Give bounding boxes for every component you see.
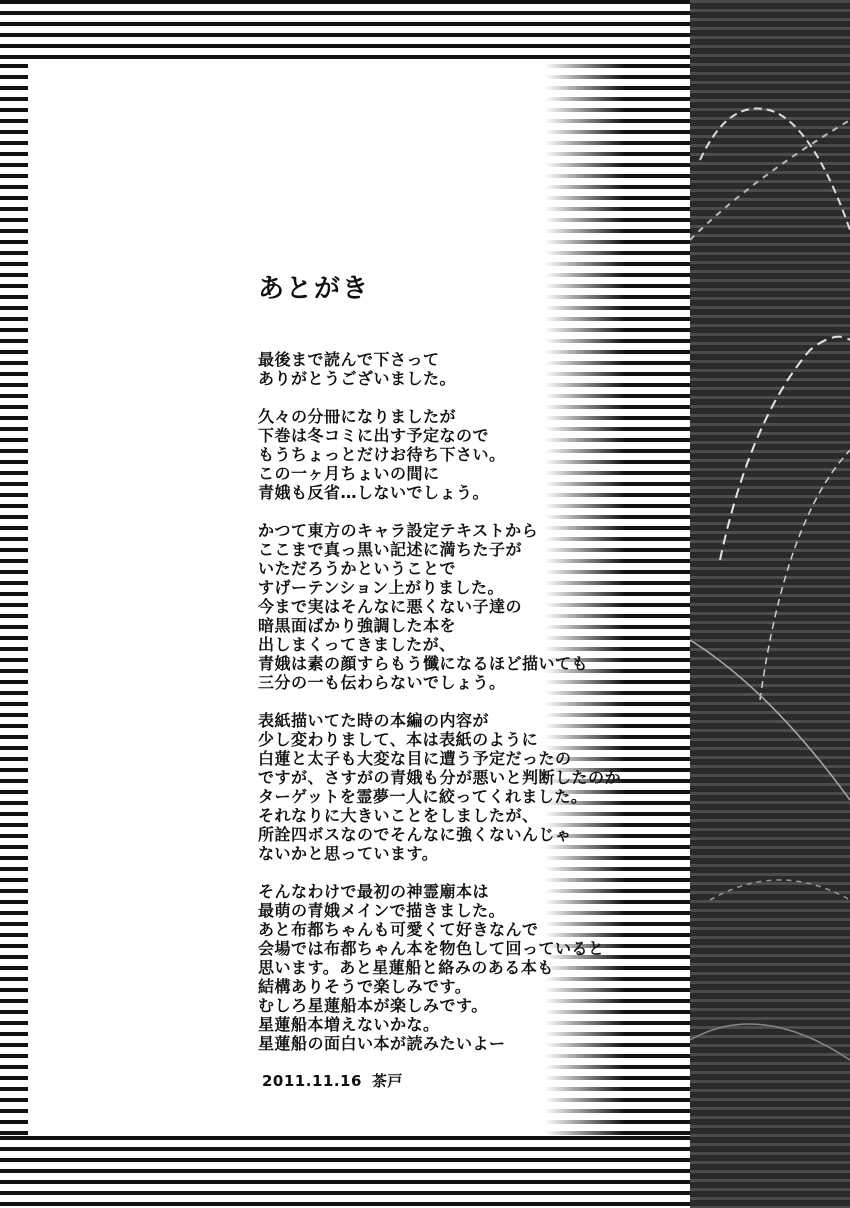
text-line: 会場では布都ちゃん本を物色して回っていると: [258, 939, 605, 958]
text-line: 表紙描いてた時の本編の内容が: [258, 711, 490, 730]
text-line: 暗黒面ばかり強調した本を: [258, 616, 457, 635]
text-line: もうちょっとだけお待ち下さい。: [258, 445, 506, 464]
text-line: あと布都ちゃんも可愛くて好きなんで: [258, 920, 539, 939]
text-line: 結構ありそうで楽しみです。: [258, 977, 472, 996]
signature-line: [262, 1070, 403, 1091]
text-line: ないかと思っています。: [258, 844, 439, 863]
text-line: かつて東方のキャラ設定テキストから: [258, 521, 539, 540]
paragraph-1: [258, 350, 658, 388]
text-line: 星蓮船の面白い本が読みたいよー: [258, 1034, 506, 1053]
text-line: 所詮四ボスなのでそんなに強くないんじゃ: [258, 825, 572, 844]
text-line: ですが、さすがの青娥も分が悪いと判断したのか: [258, 768, 622, 787]
text-line: この一ヶ月ちょいの間に: [258, 464, 440, 483]
text-line: 出しまくってきましたが、: [258, 635, 456, 654]
paragraph-2: [258, 407, 658, 502]
paragraph-4: [258, 711, 658, 863]
halftone-artwork-panel: [690, 0, 850, 1208]
signature-author: 茶戸: [371, 1072, 403, 1090]
text-line: 久々の分冊になりましたが: [258, 407, 457, 426]
text-line: ターゲットを霊夢一人に絞ってくれました。: [258, 787, 588, 806]
text-line: いただろうかということで: [258, 559, 457, 578]
text-line: 星蓮船本増えないかな。: [258, 1015, 440, 1034]
text-line: 思います。あと星蓮船と絡みのある本も: [258, 958, 554, 977]
text-line: それなりに大きいことをしましたが、: [258, 806, 539, 825]
signature-date: 2011.11.16: [262, 1072, 362, 1090]
text-line: ここまで真っ黒い記述に満ちた子が: [258, 540, 523, 559]
text-line: そんなわけで最初の神霊廟本は: [258, 882, 490, 901]
text-line: 今まで実はそんなに悪くない子達の: [258, 597, 523, 616]
paragraph-3: [258, 521, 658, 692]
paragraph-5: [258, 882, 658, 1053]
text-line: 三分の一も伝わらないでしょう。: [258, 673, 506, 692]
text-line: 下巻は冬コミに出す予定なので: [258, 426, 490, 445]
text-line: 最後まで読んで下さって: [258, 350, 440, 369]
top-stripe-border: [0, 0, 690, 64]
text-line: 最萌の青娥メインで描きました。: [258, 901, 506, 920]
artwork-lines-image: [690, 0, 850, 1208]
afterword-heading: あとがき: [258, 274, 371, 304]
text-line: 少し変わりまして、本は表紙のように: [258, 730, 539, 749]
afterword-body: [258, 272, 658, 1072]
text-line: 白蓮と太子も大変な目に遭う予定だったの: [258, 749, 572, 768]
text-line: 青娥は素の顔すらもう懺になるほど描いても: [258, 654, 589, 673]
text-line: むしろ星蓮船本が楽しみです。: [258, 996, 488, 1015]
text-line: 青娥も反省…しないでしょう。: [258, 483, 490, 502]
bottom-stripe-border: [0, 1136, 690, 1208]
text-line: すげーテンション上がりました。: [258, 578, 504, 597]
left-stripe-border: [0, 64, 28, 1136]
text-line: ありがとうございました。: [258, 369, 457, 388]
